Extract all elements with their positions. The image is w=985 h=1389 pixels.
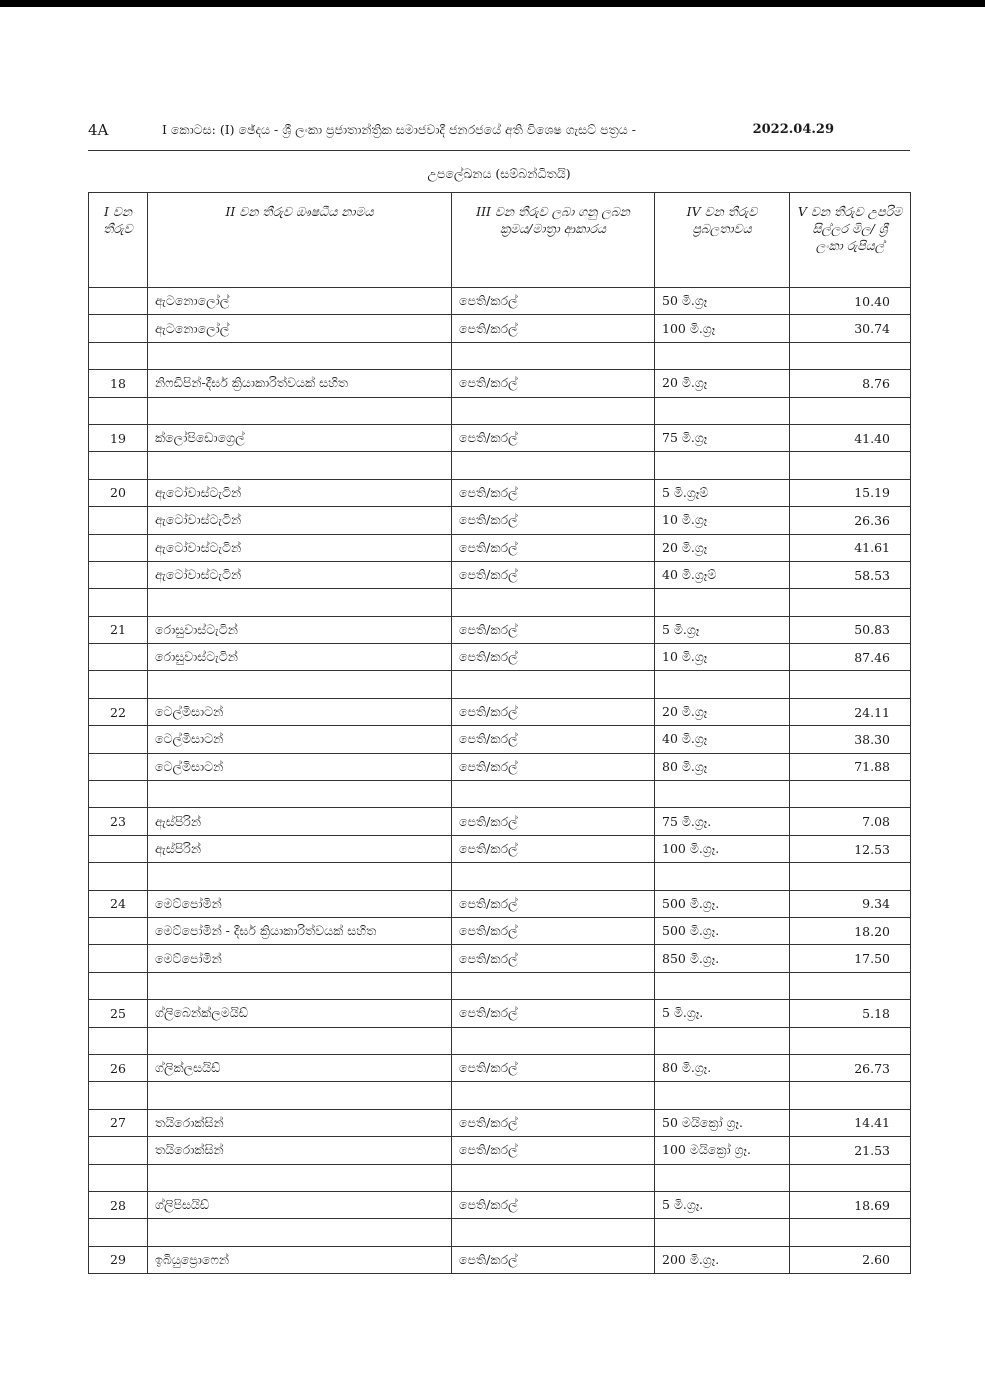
row-number-cell: 27 xyxy=(89,1109,148,1136)
drug-name-cell xyxy=(148,1027,452,1054)
dosage-form-cell xyxy=(452,589,655,616)
dosage-form-cell: පෙති/කරල් xyxy=(452,288,655,315)
dosage-form-cell: පෙති/කරල් xyxy=(452,1246,655,1273)
strength-cell: 100 මි.ග්‍රෑ. xyxy=(655,835,790,862)
drug-name-cell xyxy=(148,452,452,479)
strength-cell: 80 මි.ග්‍රෑ xyxy=(655,753,790,780)
strength-cell: 20 මි.ග්‍රෑ xyxy=(655,370,790,397)
row-number-cell xyxy=(89,972,148,999)
table-row xyxy=(89,397,911,424)
dosage-form-cell xyxy=(452,1082,655,1109)
row-number-cell xyxy=(89,726,148,753)
dosage-form-cell: පෙති/කරල් xyxy=(452,1000,655,1027)
max-retail-price-cell: 17.50 xyxy=(790,945,911,972)
max-retail-price-cell: 18.20 xyxy=(790,917,911,944)
table-row xyxy=(89,835,911,862)
max-retail-price-cell: 7.08 xyxy=(790,808,911,835)
row-number-cell xyxy=(89,1027,148,1054)
dosage-form-cell xyxy=(452,1027,655,1054)
row-number-cell xyxy=(89,342,148,369)
table-row xyxy=(89,1054,911,1081)
row-number-cell xyxy=(89,1082,148,1109)
row-number-cell: 28 xyxy=(89,1191,148,1218)
strength-cell xyxy=(655,452,790,479)
col-header-3: III වන තීරුව ලබා ගනු ලබන ක්‍රමය/මාත්‍රා ආකාරය xyxy=(452,193,655,288)
max-retail-price-cell xyxy=(790,342,911,369)
table-row xyxy=(89,1027,911,1054)
strength-cell: 10 මි.ග්‍රෑ xyxy=(655,644,790,671)
max-retail-price-cell xyxy=(790,671,911,698)
max-retail-price-cell xyxy=(790,1219,911,1246)
dosage-form-cell: පෙති/කරල් xyxy=(452,479,655,506)
max-retail-price-cell: 38.30 xyxy=(790,726,911,753)
table-row xyxy=(89,698,911,725)
dosage-form-cell xyxy=(452,1164,655,1191)
dosage-form-cell xyxy=(452,1219,655,1246)
max-retail-price-cell: 14.41 xyxy=(790,1109,911,1136)
max-retail-price-cell: 10.40 xyxy=(790,288,911,315)
row-number-cell: 23 xyxy=(89,808,148,835)
strength-cell: 5 මි.ග්‍රෑම් xyxy=(655,479,790,506)
table-row xyxy=(89,616,911,643)
table-row xyxy=(89,1164,911,1191)
strength-cell xyxy=(655,1219,790,1246)
drug-name-cell xyxy=(148,1082,452,1109)
dosage-form-cell: පෙති/කරල් xyxy=(452,1137,655,1164)
table-body xyxy=(89,288,911,1274)
table-header-row xyxy=(89,193,911,288)
max-retail-price-cell: 26.36 xyxy=(790,507,911,534)
dosage-form-cell: පෙති/කරල් xyxy=(452,835,655,862)
strength-cell xyxy=(655,342,790,369)
drug-name-cell: ඇටනොලෝල් xyxy=(148,315,452,342)
row-number-cell: 26 xyxy=(89,1054,148,1081)
strength-cell: 75 මි.ග්‍රෑ. xyxy=(655,808,790,835)
dosage-form-cell: පෙති/කරල් xyxy=(452,507,655,534)
dosage-form-cell: පෙති/කරල් xyxy=(452,1191,655,1218)
drug-name-cell: ක්ලෝපිඩොග්‍රෙල් xyxy=(148,424,452,451)
max-retail-price-cell xyxy=(790,1164,911,1191)
table-row xyxy=(89,370,911,397)
dosage-form-cell xyxy=(452,781,655,808)
gazette-date: 2022.04.29 xyxy=(752,122,834,137)
max-retail-price-cell: 2.60 xyxy=(790,1246,911,1273)
drug-name-cell: ඇස්පිරින් xyxy=(148,835,452,862)
top-border xyxy=(0,0,985,7)
dosage-form-cell xyxy=(452,397,655,424)
table-row xyxy=(89,315,911,342)
max-retail-price-cell xyxy=(790,589,911,616)
strength-cell xyxy=(655,671,790,698)
strength-cell xyxy=(655,1082,790,1109)
dosage-form-cell: පෙති/කරල් xyxy=(452,917,655,944)
dosage-form-cell: පෙති/කරල් xyxy=(452,890,655,917)
strength-cell: 50 මයික්‍රෝ ග්‍රෑ. xyxy=(655,1109,790,1136)
table-row xyxy=(89,424,911,451)
dosage-form-cell: පෙති/කරල් xyxy=(452,616,655,643)
dosage-form-cell xyxy=(452,863,655,890)
table-row xyxy=(89,1082,911,1109)
strength-cell: 500 මි.ග්‍රෑ. xyxy=(655,890,790,917)
drug-name-cell: ඇටෝවාස්ටැටින් xyxy=(148,479,452,506)
dosage-form-cell xyxy=(452,452,655,479)
row-number-cell: 18 xyxy=(89,370,148,397)
table-row xyxy=(89,1191,911,1218)
table-row xyxy=(89,589,911,616)
col-header-4: IV වන තීරුව ප්‍රබලතාවය xyxy=(655,193,790,288)
table-row xyxy=(89,945,911,972)
dosage-form-cell xyxy=(452,342,655,369)
page-header xyxy=(88,121,910,151)
strength-cell: 80 මි.ග්‍රෑ. xyxy=(655,1054,790,1081)
strength-cell: 100 මි.ග්‍රෑ xyxy=(655,315,790,342)
max-retail-price-cell: 21.53 xyxy=(790,1137,911,1164)
max-retail-price-cell xyxy=(790,863,911,890)
max-retail-price-cell xyxy=(790,1082,911,1109)
max-retail-price-cell: 9.34 xyxy=(790,890,911,917)
row-number-cell xyxy=(89,1219,148,1246)
col-header-1: I වන තීරුව xyxy=(89,193,148,288)
table-row xyxy=(89,288,911,315)
max-retail-price-cell: 18.69 xyxy=(790,1191,911,1218)
table-row xyxy=(89,781,911,808)
max-retail-price-cell: 41.40 xyxy=(790,424,911,451)
table-row xyxy=(89,917,911,944)
table-row xyxy=(89,1246,911,1273)
strength-cell: 200 මි.ග්‍රෑ. xyxy=(655,1246,790,1273)
table-row xyxy=(89,1137,911,1164)
drug-name-cell xyxy=(148,397,452,424)
header-divider xyxy=(88,150,910,151)
dosage-form-cell: පෙති/කරල් xyxy=(452,945,655,972)
row-number-cell xyxy=(89,534,148,561)
drug-name-cell: ඉබියුප්‍රොෆෙන් xyxy=(148,1246,452,1273)
max-retail-price-cell: 8.76 xyxy=(790,370,911,397)
max-retail-price-cell xyxy=(790,972,911,999)
dosage-form-cell: පෙති/කරල් xyxy=(452,370,655,397)
row-number-cell xyxy=(89,1137,148,1164)
row-number-cell: 22 xyxy=(89,698,148,725)
drug-name-cell: රොසුවාස්ටැටින් xyxy=(148,616,452,643)
max-retail-price-cell: 26.73 xyxy=(790,1054,911,1081)
dosage-form-cell: පෙති/කරල් xyxy=(452,424,655,451)
max-retail-price-cell: 41.61 xyxy=(790,534,911,561)
max-retail-price-cell: 12.53 xyxy=(790,835,911,862)
row-number-cell xyxy=(89,452,148,479)
row-number-cell xyxy=(89,945,148,972)
table-row xyxy=(89,342,911,369)
row-number-cell: 19 xyxy=(89,424,148,451)
strength-cell xyxy=(655,863,790,890)
row-number-cell xyxy=(89,589,148,616)
dosage-form-cell: පෙති/කරල් xyxy=(452,753,655,780)
drug-name-cell xyxy=(148,863,452,890)
drug-name-cell: රොසුවාස්ටැටින් xyxy=(148,644,452,671)
table-row xyxy=(89,863,911,890)
page-number: 4A xyxy=(88,121,109,139)
drug-name-cell: ග්ලිපිසයිඩ් xyxy=(148,1191,452,1218)
table-row xyxy=(89,1000,911,1027)
dosage-form-cell xyxy=(452,671,655,698)
drug-name-cell: ඇටෝවාස්ටැටින් xyxy=(148,561,452,588)
drug-name-cell xyxy=(148,589,452,616)
drug-name-cell xyxy=(148,1219,452,1246)
max-retail-price-cell: 50.83 xyxy=(790,616,911,643)
drug-name-cell: තයිරොක්සින් xyxy=(148,1137,452,1164)
max-retail-price-cell: 15.19 xyxy=(790,479,911,506)
strength-cell xyxy=(655,1027,790,1054)
max-retail-price-cell: 30.74 xyxy=(790,315,911,342)
table-row xyxy=(89,753,911,780)
strength-cell: 850 මි.ග්‍රෑ. xyxy=(655,945,790,972)
table-row xyxy=(89,972,911,999)
drug-name-cell: ඇටෝවාස්ටැටින් xyxy=(148,534,452,561)
drug-name-cell: ඇටනොලෝල් xyxy=(148,288,452,315)
row-number-cell xyxy=(89,1164,148,1191)
dosage-form-cell: පෙති/කරල් xyxy=(452,1054,655,1081)
table-row xyxy=(89,671,911,698)
row-number-cell xyxy=(89,507,148,534)
max-retail-price-cell: 5.18 xyxy=(790,1000,911,1027)
strength-cell xyxy=(655,589,790,616)
max-retail-price-cell xyxy=(790,397,911,424)
dosage-form-cell: පෙති/කරල් xyxy=(452,808,655,835)
row-number-cell: 24 xyxy=(89,890,148,917)
strength-cell: 5 මි.ග්‍රෑ. xyxy=(655,1000,790,1027)
dosage-form-cell: පෙති/කරල් xyxy=(452,1109,655,1136)
price-table xyxy=(88,192,911,1274)
table-row xyxy=(89,507,911,534)
row-number-cell: 21 xyxy=(89,616,148,643)
drug-name-cell: ටෙල්මිසාටන් xyxy=(148,753,452,780)
dosage-form-cell: පෙති/කරල් xyxy=(452,534,655,561)
table-row xyxy=(89,726,911,753)
col-header-5: V වන තීරුව උපරිම සිල්ලර මිල/ ශ්‍රී ලංකා රුපියල් xyxy=(790,193,911,288)
drug-name-cell: ටෙල්මිසාටන් xyxy=(148,698,452,725)
row-number-cell xyxy=(89,753,148,780)
drug-name-cell xyxy=(148,781,452,808)
dosage-form-cell: පෙති/කරල් xyxy=(452,698,655,725)
row-number-cell xyxy=(89,671,148,698)
dosage-form-cell: පෙති/කරල් xyxy=(452,726,655,753)
strength-cell xyxy=(655,1164,790,1191)
table-row xyxy=(89,452,911,479)
strength-cell: 40 මි.ග්‍රෑම් xyxy=(655,561,790,588)
row-number-cell xyxy=(89,561,148,588)
drug-name-cell xyxy=(148,972,452,999)
max-retail-price-cell: 87.46 xyxy=(790,644,911,671)
table-row xyxy=(89,644,911,671)
drug-name-cell: මෙට්පෝමින් xyxy=(148,945,452,972)
strength-cell: 75 මි.ග්‍රෑ xyxy=(655,424,790,451)
strength-cell: 5 මි.ග්‍රෑ xyxy=(655,616,790,643)
max-retail-price-cell: 71.88 xyxy=(790,753,911,780)
drug-name-cell xyxy=(148,342,452,369)
row-number-cell xyxy=(89,644,148,671)
col-header-2: II වන තීරුව ඖෂධීය නාමය xyxy=(148,193,452,288)
drug-name-cell: ඇටෝවාස්ටැටින් xyxy=(148,507,452,534)
row-number-cell xyxy=(89,835,148,862)
table-row xyxy=(89,561,911,588)
strength-cell xyxy=(655,972,790,999)
strength-cell: 20 මි.ග්‍රෑ xyxy=(655,534,790,561)
max-retail-price-cell xyxy=(790,781,911,808)
drug-name-cell: මෙට්පෝමින් xyxy=(148,890,452,917)
drug-name-cell: ග්ලික්ලසයිඩ් xyxy=(148,1054,452,1081)
strength-cell: 50 මි.ග්‍රෑ xyxy=(655,288,790,315)
row-number-cell: 29 xyxy=(89,1246,148,1273)
row-number-cell: 20 xyxy=(89,479,148,506)
strength-cell: 10 මි.ග්‍රෑ xyxy=(655,507,790,534)
strength-cell xyxy=(655,397,790,424)
drug-name-cell: තයිරොක්සින් xyxy=(148,1109,452,1136)
row-number-cell xyxy=(89,315,148,342)
dosage-form-cell: පෙති/කරල් xyxy=(452,315,655,342)
annex-title: උපලේඛනය (සම්බන්ධිතයි) xyxy=(427,166,571,181)
drug-name-cell xyxy=(148,1164,452,1191)
strength-cell: 100 මයික්‍රෝ ග්‍රෑ. xyxy=(655,1137,790,1164)
table-row xyxy=(89,534,911,561)
gazette-title: I කොටස: (I) ඡේදය - ශ්‍රී ලංකා ප්‍රජාතාන්ත්‍රික සමාජවාදී ජනරජයේ අති විශෙෂ ගැසට් පත්‍රය - xyxy=(162,122,636,137)
table-row xyxy=(89,1109,911,1136)
table-row xyxy=(89,890,911,917)
row-number-cell xyxy=(89,288,148,315)
drug-name-cell: ග්ලිබෙන්ක්ලමයිඩ් xyxy=(148,1000,452,1027)
strength-cell: 40 මි.ග්‍රෑ xyxy=(655,726,790,753)
row-number-cell xyxy=(89,863,148,890)
strength-cell: 500 මි.ග්‍රෑ. xyxy=(655,917,790,944)
row-number-cell xyxy=(89,781,148,808)
table-row xyxy=(89,479,911,506)
drug-name-cell: නිෆඩිපින්-දීර්ඝ ක්‍රියාකාරිත්වයක් සහිත xyxy=(148,370,452,397)
max-retail-price-cell: 24.11 xyxy=(790,698,911,725)
table-row xyxy=(89,1219,911,1246)
drug-name-cell xyxy=(148,671,452,698)
drug-name-cell: ටෙල්මිසාටන් xyxy=(148,726,452,753)
dosage-form-cell: පෙති/කරල් xyxy=(452,644,655,671)
strength-cell: 5 මි.ග්‍රෑ. xyxy=(655,1191,790,1218)
dosage-form-cell: පෙති/කරල් xyxy=(452,561,655,588)
max-retail-price-cell xyxy=(790,452,911,479)
strength-cell: 20 මි.ග්‍රෑ xyxy=(655,698,790,725)
dosage-form-cell xyxy=(452,972,655,999)
drug-name-cell: මෙට්පෝමින් - දීර්ඝ ක්‍රියාකාරිත්වයක් සහිත xyxy=(148,917,452,944)
row-number-cell: 25 xyxy=(89,1000,148,1027)
strength-cell xyxy=(655,781,790,808)
table-row xyxy=(89,808,911,835)
row-number-cell xyxy=(89,397,148,424)
row-number-cell xyxy=(89,917,148,944)
drug-name-cell: ඇස්පිරින් xyxy=(148,808,452,835)
max-retail-price-cell xyxy=(790,1027,911,1054)
max-retail-price-cell: 58.53 xyxy=(790,561,911,588)
